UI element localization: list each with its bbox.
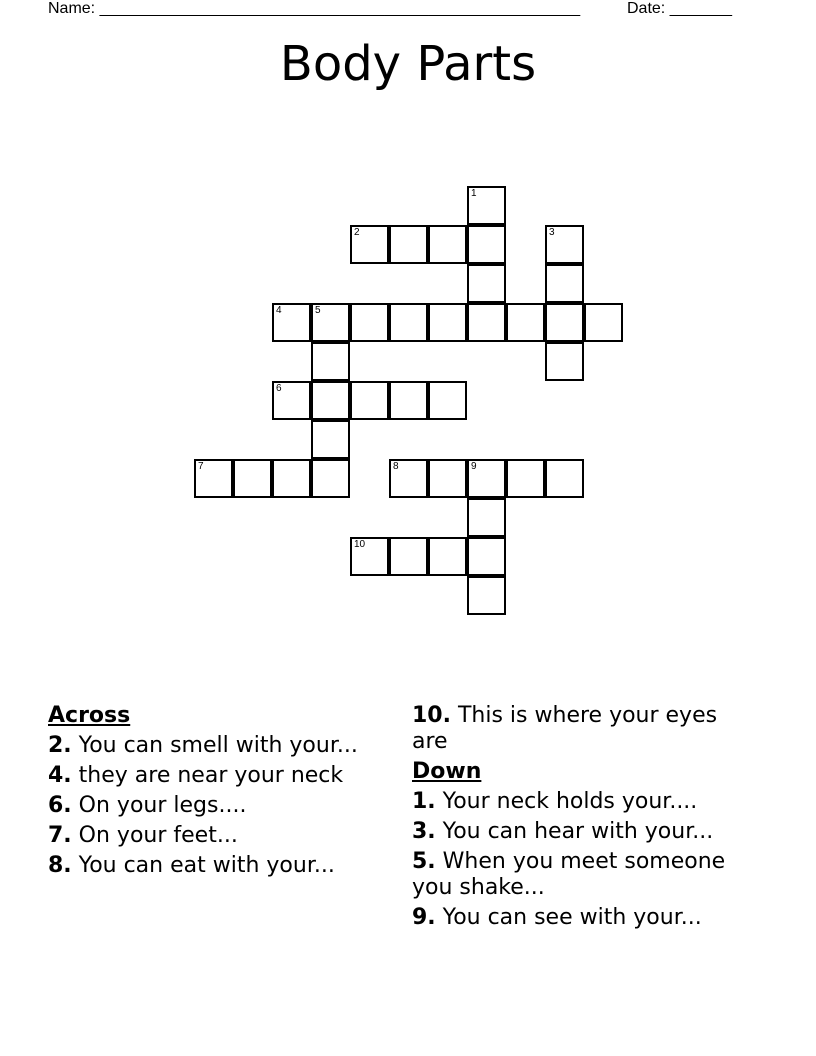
crossword-cell[interactable] [389, 303, 428, 342]
cell-number: 9 [471, 461, 477, 472]
clue-text: You can smell with your... [78, 733, 358, 758]
clue-across [48, 823, 378, 849]
crossword-cell[interactable] [311, 342, 350, 381]
crossword-cell[interactable] [467, 186, 506, 225]
crossword-cell[interactable] [467, 576, 506, 615]
crossword-cell[interactable] [506, 303, 545, 342]
crossword-cell[interactable] [389, 459, 428, 498]
crossword-cell[interactable] [389, 537, 428, 576]
crossword-cell[interactable] [584, 303, 623, 342]
crossword-cell[interactable] [350, 225, 389, 264]
clue-text: You can hear with your... [442, 819, 714, 844]
clue-number: 1. [412, 789, 436, 814]
clue-text: This is where your eyes are [412, 703, 718, 754]
clue-number: 5. [412, 849, 436, 874]
clue-across [48, 733, 378, 759]
cell-number: 5 [315, 305, 321, 316]
clue-down [412, 819, 752, 845]
clue-number: 6. [48, 793, 72, 818]
clue-number: 4. [48, 763, 72, 788]
clue-across [48, 763, 378, 789]
crossword-cell[interactable] [350, 537, 389, 576]
date-field[interactable]: Date: _______ [627, 0, 732, 17]
crossword-cell[interactable] [545, 342, 584, 381]
crossword-cell[interactable] [467, 264, 506, 303]
crossword-cell[interactable] [350, 303, 389, 342]
clue-number: 2. [48, 733, 72, 758]
cell-number: 1 [471, 188, 477, 199]
cell-number: 8 [393, 461, 399, 472]
crossword-cell[interactable] [545, 303, 584, 342]
clue-text: You can eat with your... [78, 853, 335, 878]
clue-number: 7. [48, 823, 72, 848]
crossword-cell[interactable] [428, 303, 467, 342]
cell-number: 4 [276, 305, 282, 316]
clue-number: 3. [412, 819, 436, 844]
crossword-cell[interactable] [428, 537, 467, 576]
cell-number: 10 [354, 539, 366, 550]
crossword-cell[interactable] [428, 381, 467, 420]
crossword-cell[interactable] [311, 420, 350, 459]
crossword-cell[interactable] [311, 459, 350, 498]
cell-number: 2 [354, 227, 360, 238]
crossword-cell[interactable] [545, 264, 584, 303]
crossword-cell[interactable] [428, 225, 467, 264]
crossword-cell[interactable] [389, 225, 428, 264]
crossword-cell[interactable] [272, 303, 311, 342]
crossword-cell[interactable] [311, 381, 350, 420]
across-heading: Across [48, 703, 131, 728]
crossword-cell[interactable] [467, 303, 506, 342]
clue-text: On your legs.... [78, 793, 247, 818]
crossword-cell[interactable] [545, 225, 584, 264]
clues-right-column [412, 703, 752, 935]
clue-down [412, 849, 752, 901]
clue-number: 10. [412, 703, 451, 728]
crossword-cell[interactable] [350, 381, 389, 420]
clues-left-column [48, 703, 378, 883]
crossword-cell[interactable] [467, 225, 506, 264]
clue-across [48, 793, 378, 819]
clue-text: Your neck holds your.... [442, 789, 698, 814]
cell-number: 6 [276, 383, 282, 394]
clue-across [48, 853, 378, 879]
crossword-cell[interactable] [467, 537, 506, 576]
crossword-cell[interactable] [428, 459, 467, 498]
crossword-cell[interactable] [272, 381, 311, 420]
clue-number: 9. [412, 905, 436, 930]
crossword-cell[interactable] [194, 459, 233, 498]
crossword-cell[interactable] [545, 459, 584, 498]
clue-text: When you meet someone you shake... [412, 849, 726, 900]
crossword-cell[interactable] [389, 381, 428, 420]
page-title: Body Parts [279, 36, 537, 92]
clue-text: On your feet... [78, 823, 238, 848]
crossword-cell[interactable] [233, 459, 272, 498]
crossword-cell[interactable] [272, 459, 311, 498]
crossword-cell[interactable] [467, 498, 506, 537]
name-field[interactable]: Name: ______________________________________________________ [48, 0, 581, 17]
clue-text: they are near your neck [78, 763, 344, 788]
down-heading: Down [412, 759, 482, 784]
clue-down [412, 789, 752, 815]
clue-number: 8. [48, 853, 72, 878]
clue-across [412, 703, 752, 755]
clue-text: You can see with your... [442, 905, 702, 930]
clue-down [412, 905, 752, 931]
crossword-cell[interactable] [467, 459, 506, 498]
crossword-cell[interactable] [506, 459, 545, 498]
cell-number: 7 [198, 461, 204, 472]
cell-number: 3 [549, 227, 555, 238]
crossword-cell[interactable] [311, 303, 350, 342]
